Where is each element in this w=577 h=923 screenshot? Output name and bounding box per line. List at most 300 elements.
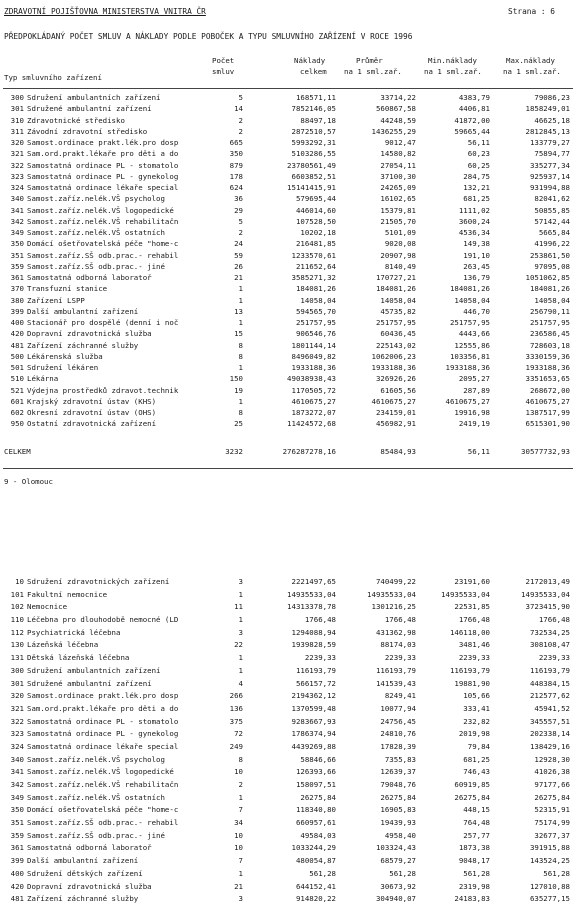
- row-code: 601: [10, 396, 24, 406]
- row-min: 146118,00: [449, 627, 490, 637]
- row-count: 8: [238, 408, 243, 417]
- table-row: [0, 296, 577, 307]
- row-name: Dopravní zdravotnická služba: [27, 881, 152, 891]
- row-code: 350: [10, 239, 24, 249]
- row-name: Domácí ošetřovatelská péče "home-c: [27, 805, 179, 815]
- row-count: 624: [229, 183, 243, 192]
- row-min: 60,25: [467, 160, 490, 170]
- row-min: 561,28: [463, 868, 490, 878]
- row-name: Sdružené ambulantní zařízení: [27, 104, 152, 114]
- row-min: 232,82: [463, 716, 490, 726]
- row-count: 3: [238, 894, 243, 904]
- row-max: 308108,47: [529, 640, 570, 650]
- row-min: 19881,90: [454, 678, 490, 688]
- row-name: Zařízení záchranné služby: [27, 340, 139, 350]
- row-min: 23191,60: [454, 577, 490, 586]
- row-count: 1: [238, 363, 243, 372]
- row-code: 340: [10, 754, 24, 764]
- row-count: 375: [229, 716, 243, 726]
- table-row: [0, 138, 577, 149]
- row-cost: 1294088,94: [291, 627, 336, 637]
- row-code: 324: [10, 741, 24, 751]
- row-count: 150: [229, 374, 243, 384]
- row-max: 728603,18: [529, 340, 570, 350]
- row-avg: 20907,98: [380, 250, 416, 260]
- row-max: 32677,37: [534, 830, 570, 840]
- row-count: 1: [238, 653, 243, 663]
- row-avg: 1301216,25: [371, 602, 416, 612]
- row-min: 251757,95: [449, 318, 490, 327]
- table-row: [0, 590, 577, 603]
- row-count: 2: [238, 228, 243, 237]
- table-row: [0, 127, 577, 138]
- table-row: [0, 386, 577, 397]
- row-name: Samostatná ordinace PL - gynekolog: [27, 729, 179, 739]
- row-cost: 5103286,55: [291, 149, 336, 159]
- report-subtitle: PŘEDPOKLÁDANÝ POČET SMLUV A NÁKLADY PODLE POBOČEK A TYPU SMLUVNÍHO ZAŘÍZENÍ V ROCE 1996: [4, 32, 413, 41]
- row-code: 481: [10, 894, 24, 904]
- row-avg: 1933188,36: [371, 363, 416, 372]
- row-count: 249: [229, 741, 243, 751]
- row-avg: 33714,22: [380, 93, 416, 102]
- cost-header-2: celkem: [300, 67, 327, 76]
- row-avg: 37100,30: [380, 171, 416, 181]
- row-code: 602: [10, 408, 24, 417]
- row-cost: 1170505,72: [291, 385, 336, 395]
- avg-header-1: Průměr: [356, 56, 383, 65]
- table-row: [0, 307, 577, 318]
- table-row: [0, 217, 577, 228]
- row-avg: 68579,27: [380, 856, 416, 866]
- row-max: 6515301,90: [525, 419, 570, 429]
- row-cost: 561,28: [309, 868, 336, 878]
- row-max: 335277,34: [529, 160, 570, 170]
- row-code: 322: [10, 716, 24, 726]
- row-name: Nemocnice: [27, 602, 68, 612]
- row-cost: 8496049,82: [291, 351, 336, 361]
- row-avg: 21505,70: [380, 216, 416, 226]
- row-min: 26275,84: [454, 792, 490, 802]
- row-max: 3723415,90: [525, 602, 570, 612]
- row-max: 82041,62: [534, 194, 570, 204]
- row-code: 351: [10, 818, 24, 828]
- table-row: [0, 628, 577, 641]
- row-min: 263,45: [463, 261, 490, 271]
- row-avg: 24756,45: [380, 716, 416, 726]
- row-count: 13: [234, 306, 243, 316]
- row-code: 130: [10, 640, 24, 650]
- row-min: 60,23: [467, 149, 490, 159]
- row-min: 2239,33: [458, 653, 490, 663]
- row-max: 268672,00: [529, 385, 570, 395]
- row-avg: 27054,11: [380, 160, 416, 170]
- row-code: 320: [10, 691, 24, 701]
- row-avg: 431362,98: [375, 627, 416, 637]
- row-cost: 14935533,04: [287, 589, 336, 599]
- row-min: 333,41: [463, 703, 490, 713]
- row-count: 15: [234, 329, 243, 339]
- row-code: 521: [10, 385, 24, 395]
- row-min: 4610675,27: [445, 396, 490, 406]
- row-max: 184081,26: [529, 284, 570, 294]
- row-max: 561,28: [543, 868, 570, 878]
- row-max: 448384,15: [529, 678, 570, 688]
- row-min: 60919,85: [454, 780, 490, 789]
- row-count: 1: [238, 318, 243, 327]
- cost-header-1: Náklady: [294, 56, 326, 65]
- table-row: [0, 666, 577, 679]
- row-cost: 168571,11: [295, 93, 336, 102]
- row-min: 184081,26: [449, 284, 490, 294]
- row-cost: 579695,44: [295, 194, 336, 204]
- row-code: 340: [10, 194, 24, 204]
- row-avg: 10077,94: [380, 703, 416, 713]
- row-cost: 251757,95: [295, 318, 336, 327]
- total-max: 30577732,93: [521, 447, 570, 456]
- row-name: Samostatná ordinace PL - stomatolo: [27, 160, 179, 170]
- table-row: [0, 251, 577, 262]
- row-avg: 14935533,04: [367, 589, 416, 599]
- row-cost: 3585271,32: [291, 273, 336, 282]
- row-code: 311: [10, 126, 24, 136]
- row-code: 400: [10, 868, 24, 878]
- row-max: 75894,77: [534, 149, 570, 159]
- row-cost: 1370599,48: [291, 703, 336, 713]
- row-cost: 594565,70: [295, 306, 336, 316]
- row-min: 116193,79: [449, 665, 490, 675]
- table-row: [0, 882, 577, 895]
- row-code: 300: [10, 665, 24, 675]
- min-header-2: na 1 sml.zař.: [424, 67, 482, 76]
- row-code: 301: [10, 678, 24, 688]
- row-max: 52315,91: [534, 805, 570, 815]
- row-code: 420: [10, 329, 24, 339]
- row-count: 879: [229, 160, 243, 170]
- row-avg: 141539,43: [375, 678, 416, 688]
- row-max: 925937,14: [529, 171, 570, 181]
- row-max: 4610675,27: [525, 396, 570, 406]
- row-max: 133779,27: [529, 138, 570, 147]
- row-cost: 2194362,12: [291, 691, 336, 701]
- row-min: 448,15: [463, 805, 490, 815]
- row-code: 321: [10, 149, 24, 159]
- row-avg: 5101,09: [384, 228, 416, 237]
- row-name: Stacionář pro dospělé (denní i noč: [27, 318, 179, 327]
- row-code: 380: [10, 295, 24, 305]
- row-name: Samostatná ordinace PL - gynekolog: [27, 171, 179, 181]
- row-name: Samost.ordinace prakt.lék.pro dosp: [27, 691, 179, 701]
- row-avg: 184081,26: [375, 284, 416, 294]
- table-row: [0, 149, 577, 160]
- row-cost: 216481,85: [295, 239, 336, 249]
- type-header: Typ smluvního zařízení: [4, 73, 102, 82]
- row-name: Domácí ošetřovatelská péče "home-c: [27, 239, 179, 249]
- row-code: 320: [10, 138, 24, 147]
- row-code: 510: [10, 374, 24, 384]
- row-avg: 560867,58: [375, 104, 416, 114]
- row-avg: 60436,45: [380, 329, 416, 339]
- table-row: [0, 843, 577, 856]
- count-header-2: smluv: [212, 67, 235, 76]
- row-avg: 1436255,29: [371, 126, 416, 136]
- table-row: [0, 894, 577, 907]
- row-max: 127010,88: [529, 881, 570, 891]
- table-row: [0, 793, 577, 806]
- row-cost: 116193,79: [295, 665, 336, 675]
- row-avg: 9020,08: [384, 239, 416, 249]
- total-min: 56,11: [467, 447, 490, 456]
- table-row: [0, 408, 577, 419]
- row-max: 202338,14: [529, 729, 570, 739]
- table-row: [0, 818, 577, 831]
- row-avg: 14580,82: [380, 149, 416, 159]
- row-count: 25: [234, 419, 243, 429]
- row-min: 4383,79: [458, 93, 490, 102]
- column-header: [0, 55, 577, 87]
- row-max: 253861,50: [529, 250, 570, 260]
- row-min: 14935533,04: [441, 589, 490, 599]
- row-name: Samostatná ordinace PL - stomatolo: [27, 716, 179, 726]
- row-code: 110: [10, 615, 24, 625]
- avg-header-2: na 1 sml.zař.: [344, 67, 402, 76]
- row-code: 101: [10, 589, 24, 599]
- row-name: Sdružení ambulantních zařízení: [27, 93, 161, 102]
- table-row: [0, 419, 577, 430]
- row-avg: 4958,40: [384, 830, 416, 840]
- table-row: [0, 341, 577, 352]
- row-max: 138429,16: [529, 741, 570, 751]
- row-avg: 88174,03: [380, 640, 416, 650]
- row-count: 1: [238, 396, 243, 406]
- row-min: 681,25: [463, 754, 490, 764]
- row-count: 1: [238, 284, 243, 294]
- row-avg: 116193,79: [375, 665, 416, 675]
- row-count: 1: [238, 615, 243, 625]
- row-name: Krajský zdravotní ústav (KHS): [27, 396, 157, 406]
- row-name: Samostatná odborná laboratoř: [27, 273, 152, 282]
- row-code: 481: [10, 340, 24, 350]
- row-min: 1111,02: [458, 205, 490, 215]
- row-name: Zdravotnické středisko: [27, 115, 125, 125]
- row-name: Léčebna pro dlouhodobě nemocné (LD: [27, 615, 179, 625]
- row-cost: 914820,22: [295, 894, 336, 904]
- row-code: 322: [10, 160, 24, 170]
- row-count: 72: [234, 729, 243, 739]
- row-max: 391915,88: [529, 843, 570, 853]
- row-count: 10: [234, 767, 243, 777]
- row-count: 1: [238, 589, 243, 599]
- row-code: 342: [10, 216, 24, 226]
- row-name: Výdejna prostředků zdravot.technik: [27, 385, 179, 395]
- row-avg: 26275,84: [380, 792, 416, 802]
- row-code: 342: [10, 780, 24, 789]
- row-count: 350: [229, 149, 243, 159]
- row-cost: 1933188,36: [291, 363, 336, 372]
- row-avg: 16102,65: [380, 194, 416, 204]
- row-max: 931994,88: [529, 183, 570, 192]
- row-max: 14058,04: [534, 295, 570, 305]
- row-max: 2172013,49: [525, 577, 570, 586]
- row-name: Samostatná ordinace lékaře special: [27, 741, 179, 751]
- row-name: Samost.zaříz.nelék.VŠ rehabilitačn: [27, 216, 179, 226]
- row-cost: 446014,60: [295, 205, 336, 215]
- row-code: 399: [10, 306, 24, 316]
- row-count: 1: [238, 295, 243, 305]
- row-max: 143524,25: [529, 856, 570, 866]
- row-max: 45941,52: [534, 703, 570, 713]
- page-number: Strana : 6: [508, 7, 555, 16]
- row-avg: 2239,33: [384, 653, 416, 663]
- row-name: Samost.zaříz.nelék.VŠ rehabilitačn: [27, 780, 179, 789]
- table-row: [0, 615, 577, 628]
- row-min: 3600,24: [458, 216, 490, 226]
- row-avg: 24265,09: [380, 183, 416, 192]
- row-name: Samostatná odborná laboratoř: [27, 843, 152, 853]
- row-cost: 906546,76: [295, 329, 336, 339]
- row-cost: 4610675,27: [291, 396, 336, 406]
- row-max: 3330159,36: [525, 351, 570, 361]
- row-code: 370: [10, 284, 24, 294]
- row-max: 212577,62: [529, 691, 570, 701]
- row-max: 75174,99: [534, 818, 570, 828]
- row-max: 1858249,01: [525, 104, 570, 114]
- row-min: 41872,00: [454, 115, 490, 125]
- row-code: 361: [10, 273, 24, 282]
- row-max: 256790,11: [529, 306, 570, 316]
- row-max: 1933188,36: [525, 363, 570, 372]
- row-max: 97177,66: [534, 780, 570, 789]
- row-name: Další ambulantní zařízení: [27, 856, 139, 866]
- row-cost: 1233570,61: [291, 250, 336, 260]
- row-code: 323: [10, 729, 24, 739]
- row-count: 11: [234, 602, 243, 612]
- row-avg: 1062006,23: [371, 351, 416, 361]
- row-min: 257,77: [463, 830, 490, 840]
- row-min: 105,66: [463, 691, 490, 701]
- table-row: [0, 161, 577, 172]
- table-row: [0, 239, 577, 250]
- row-code: 500: [10, 351, 24, 361]
- row-name: Samost.zaříz.nelék.VŠ ostatních: [27, 792, 165, 802]
- row-name: Dětská lázeňská léčebna: [27, 653, 130, 663]
- row-min: 149,38: [463, 239, 490, 249]
- total-avg: 85484,93: [380, 447, 416, 456]
- row-cost: 15141415,91: [287, 183, 336, 192]
- row-name: Samost.zaříz.nelék.VŠ ostatních: [27, 228, 165, 237]
- row-avg: 1766,48: [384, 615, 416, 625]
- row-count: 5: [238, 216, 243, 226]
- row-name: Samost.zaříz.SŠ odb.prac.- rehabil: [27, 250, 179, 260]
- row-max: 5665,84: [538, 228, 570, 237]
- row-avg: 251757,95: [375, 318, 416, 327]
- row-name: Psychiatrická léčebna: [27, 627, 121, 637]
- row-count: 8: [238, 351, 243, 361]
- row-cost: 14313378,78: [287, 602, 336, 612]
- row-code: 102: [10, 602, 24, 612]
- table-row: [0, 742, 577, 755]
- row-cost: 7852146,05: [291, 104, 336, 114]
- row-count: 10: [234, 830, 243, 840]
- row-avg: 44248,59: [380, 115, 416, 125]
- row-min: 284,75: [463, 171, 490, 181]
- row-cost: 1801144,14: [291, 340, 336, 350]
- row-min: 2019,98: [458, 729, 490, 739]
- row-count: 8: [238, 340, 243, 350]
- row-cost: 5993292,31: [291, 138, 336, 147]
- row-avg: 14058,04: [380, 295, 416, 305]
- row-count: 22: [234, 640, 243, 650]
- table-row: [0, 831, 577, 844]
- row-code: 323: [10, 171, 24, 181]
- max-header-1: Max.náklady: [506, 56, 555, 65]
- row-count: 4: [238, 678, 243, 688]
- row-name: Ostatní zdravotnická zařízení: [27, 419, 157, 429]
- total-label: CELKEM: [4, 447, 31, 456]
- row-code: 420: [10, 881, 24, 891]
- row-count: 665: [229, 138, 243, 147]
- row-code: 950: [10, 419, 24, 429]
- row-name: Sam.ord.prakt.lékaře pro děti a do: [27, 149, 179, 159]
- row-code: 301: [10, 104, 24, 114]
- row-avg: 45735,82: [380, 306, 416, 316]
- row-cost: 26275,84: [300, 792, 336, 802]
- row-cost: 2221497,65: [291, 577, 336, 586]
- row-cost: 644152,41: [295, 881, 336, 891]
- row-code: 321: [10, 703, 24, 713]
- row-cost: 11424572,68: [287, 419, 336, 429]
- row-avg: 24810,76: [380, 729, 416, 739]
- row-cost: 2872510,57: [291, 126, 336, 136]
- row-min: 56,11: [467, 138, 490, 147]
- row-avg: 456982,91: [375, 419, 416, 429]
- row-code: 349: [10, 792, 24, 802]
- row-name: Sdružení dětských zařízení: [27, 868, 143, 878]
- row-min: 191,10: [463, 250, 490, 260]
- row-max: 41996,22: [534, 239, 570, 249]
- row-name: Sam.ord.prakt.lékaře pro děti a do: [27, 703, 179, 713]
- row-min: 1873,38: [458, 843, 490, 853]
- row-max: 26275,84: [534, 792, 570, 802]
- row-max: 57142,44: [534, 216, 570, 226]
- table-row: [0, 704, 577, 717]
- table-row: [0, 374, 577, 385]
- section2-table: [0, 577, 577, 907]
- row-min: 2419,19: [458, 419, 490, 429]
- row-avg: 304940,07: [375, 894, 416, 904]
- row-cost: 1939828,59: [291, 640, 336, 650]
- row-avg: 7355,83: [384, 754, 416, 764]
- row-count: 19: [234, 385, 243, 395]
- row-name: Lázeňská léčebna: [27, 640, 99, 650]
- row-min: 2319,98: [458, 881, 490, 891]
- row-cost: 184081,26: [295, 284, 336, 294]
- row-code: 361: [10, 843, 24, 853]
- row-cost: 107528,50: [295, 216, 336, 226]
- row-max: 12928,30: [534, 754, 570, 764]
- row-cost: 1766,48: [304, 615, 336, 625]
- row-code: 341: [10, 767, 24, 777]
- row-name: Sdružené ambulantní zařízení: [27, 678, 152, 688]
- row-name: Samost.zaříz.SŠ odb.prac.- jiné: [27, 261, 165, 271]
- section1-table: [0, 93, 577, 431]
- row-cost: 1873272,07: [291, 408, 336, 417]
- row-name: Samost.zaříz.SŠ odb.prac.- jiné: [27, 830, 165, 840]
- row-cost: 566157,72: [295, 678, 336, 688]
- row-name: Samost.ordinace prakt.lék.pro dosp: [27, 138, 179, 147]
- min-header-1: Min.náklady: [428, 56, 477, 65]
- row-count: 2: [238, 780, 243, 789]
- row-avg: 4610675,27: [371, 396, 416, 406]
